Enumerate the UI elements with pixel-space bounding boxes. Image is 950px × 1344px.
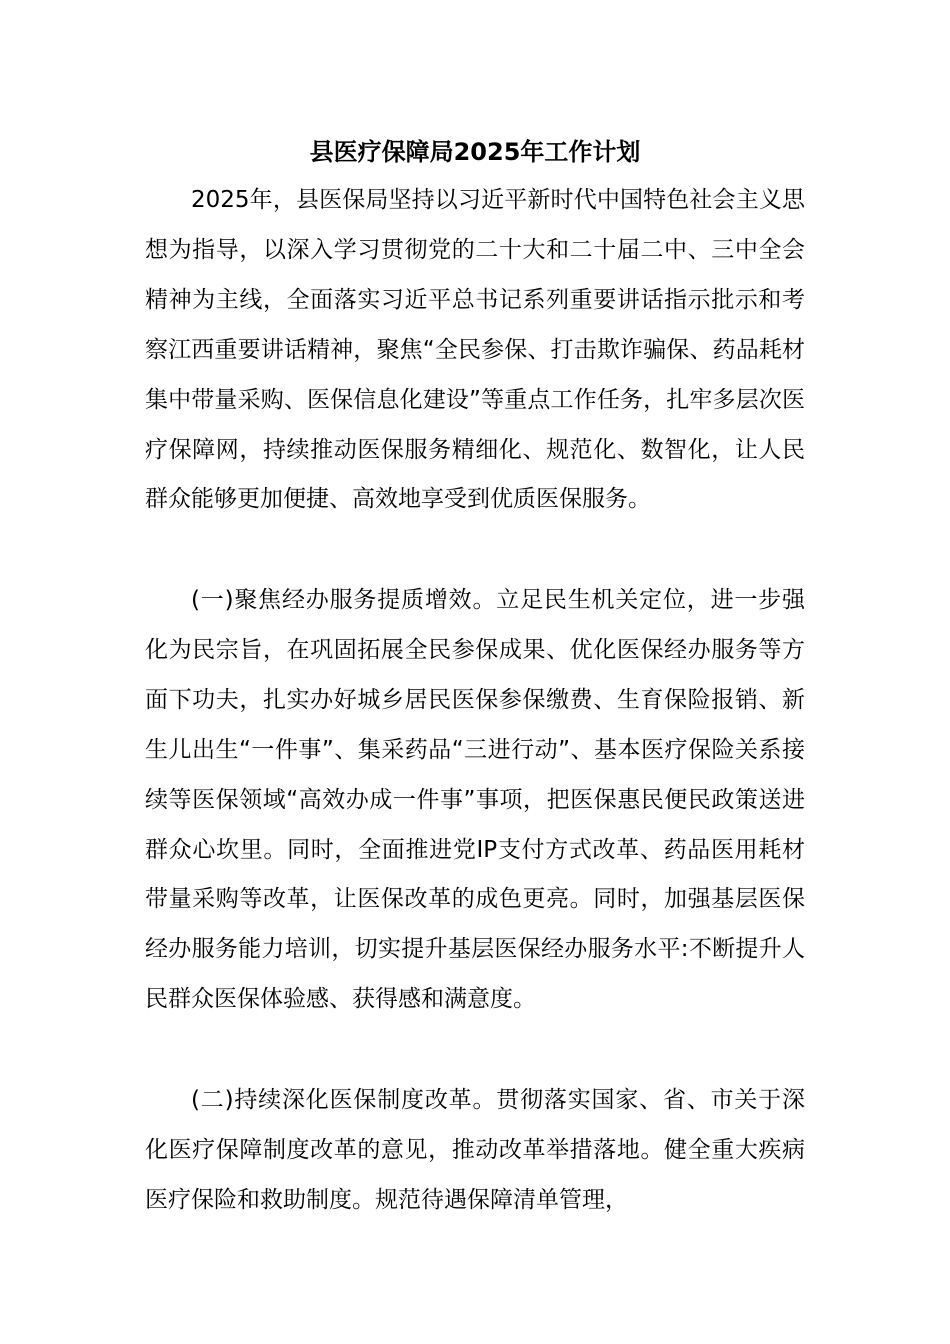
- paragraph-section-2: (二)持续深化医保制度改革。贯彻落实国家、省、市关于深化医疗保障制度改革的意见，推动改革举措落地。健全重大疾病医疗保险和救助制度。规范待遇保障清单管理，: [145, 1087, 805, 1213]
- document-title: 县医疗保障局2025年工作计划: [309, 138, 641, 166]
- paragraph-section-1: (一)聚焦经办服务提质增效。立足民生机关定位，进一步强化为民宗旨，在巩固拓展全民参保成果、优化医保经办服务等方面下功夫，扎实办好城乡居民医保参保缴费、生育保险报销、新生儿出生“一件事”、集采药品“三进行动”、基本医疗保险关系接续等医保领域“高效办成一件事”事项，把医保惠民便民政策送进群众心坎里。同时，全面推进党IP支付方式改革、药品医用耗材带量采购等改革，让医保改革的成色更亮。同时，加强基层医保经办服务能力培训，切实提升基层医保经办服务水平:不断提升人民群众医保体验感、获得感和满意度。: [145, 587, 805, 1013]
- paragraph-intro: 2025年，县医保局坚持以习近平新时代中国特色社会主义思想为指导，以深入学习贯彻党的二十大和二十届二中、三中全会精神为主线，全面落实习近平总书记系列重要讲话指示批示和考察江西重要讲话精神，聚焦“全民参保、打击欺诈骗保、药品耗材集中带量采购、医保信息化建设”等重点工作任务，扎牢多层次医疗保障网，持续推动医保服务精细化、规范化、数智化，让人民群众能够更加便捷、高效地享受到优质医保服务。: [145, 187, 805, 513]
